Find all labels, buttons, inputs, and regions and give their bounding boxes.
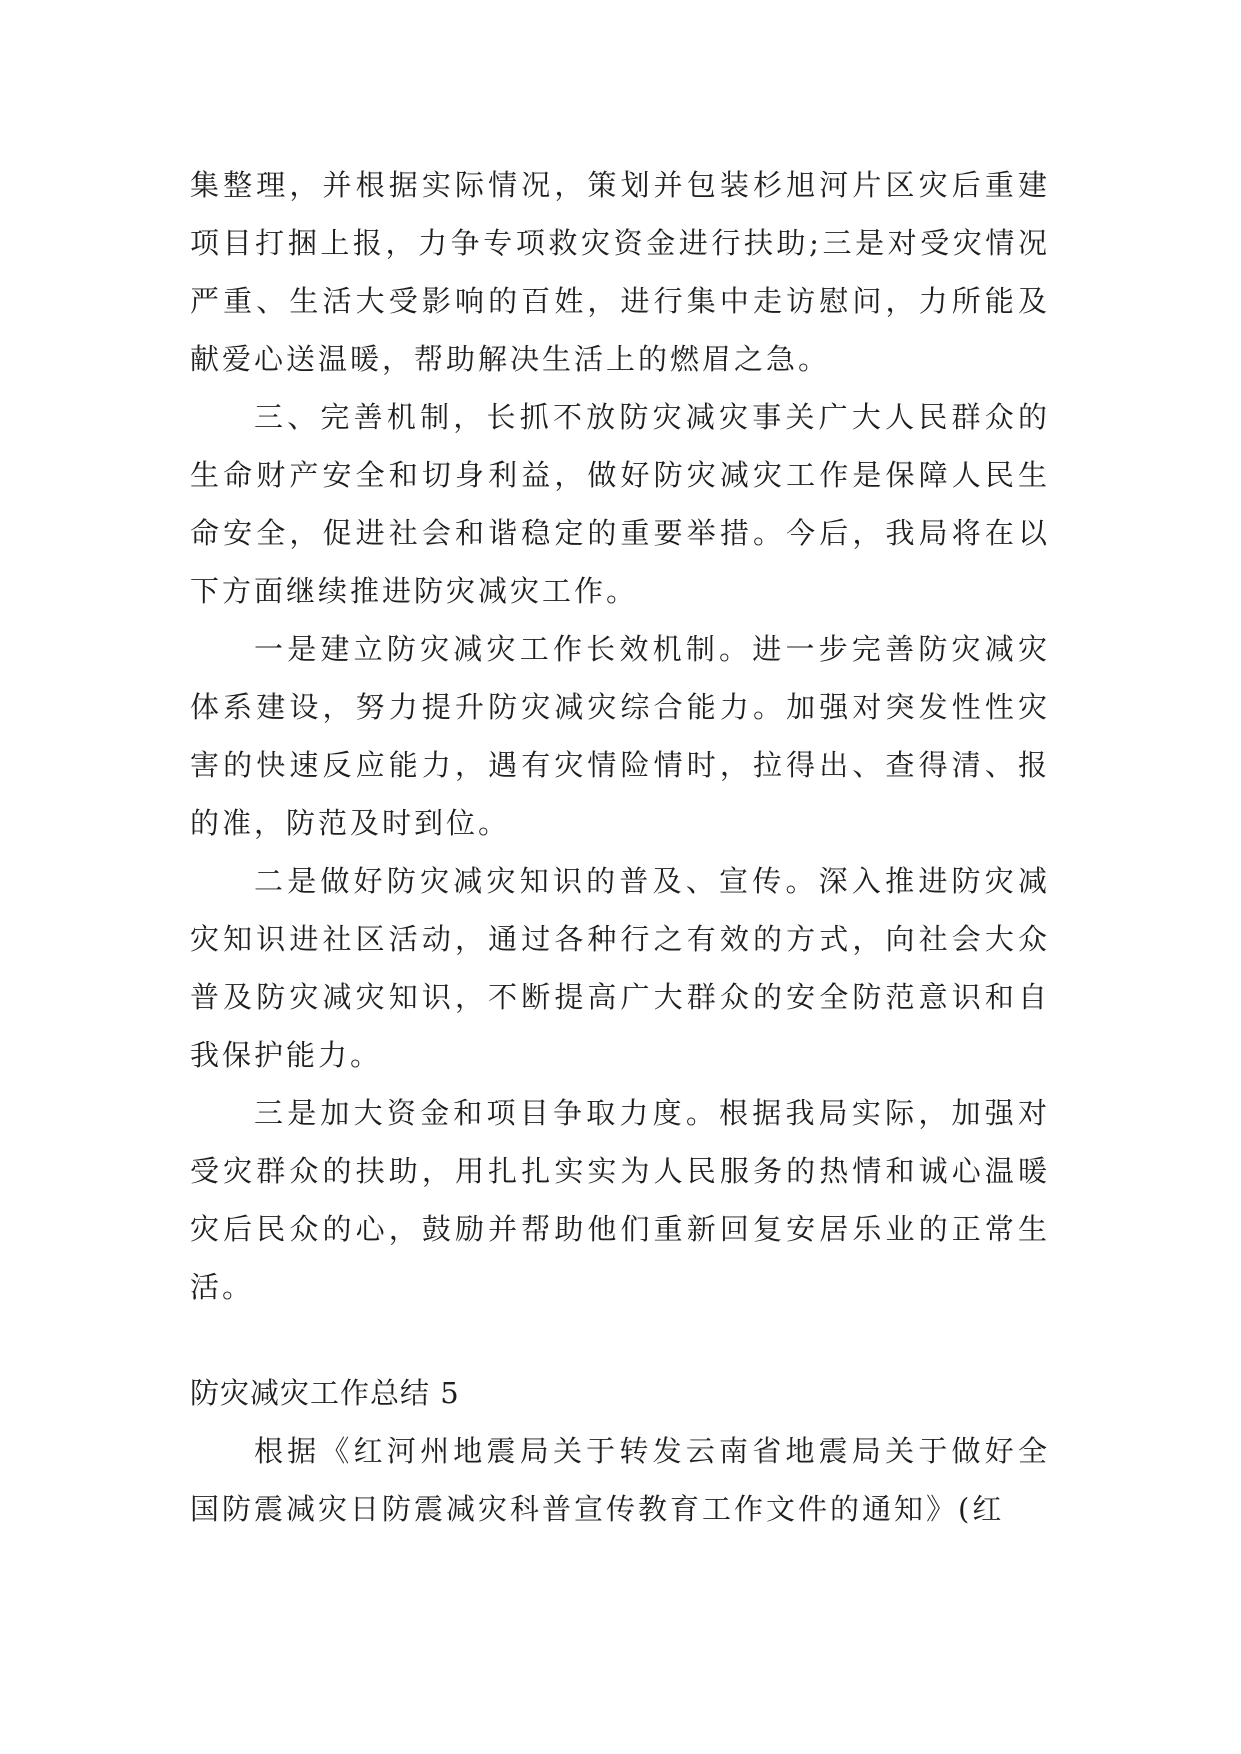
paragraph: 二是做好防灾减灾知识的普及、宣传。深入推进防灾减灾知识进社区活动，通过各种行之有效的方式，向社会大众普及防灾减灾知识，不断提高广大群众的安全防范意识和自我保护能力。	[190, 864, 1050, 1072]
paragraph: 一是建立防灾减灾工作长效机制。进一步完善防灾减灾体系建设，努力提升防灾减灾综合能力。加强对突发性性灾害的快速反应能力，遇有灾情险情时，拉得出、查得清、报的准，防范及时到位。	[190, 632, 1050, 840]
paragraph: 三是加大资金和项目争取力度。根据我局实际，加强对受灾群众的扶助，用扎扎实实为人民服务的热情和诚心温暖灾后民众的心，鼓励并帮助他们重新回复安居乐业的正常生活。	[190, 1096, 1050, 1304]
section-title: 防灾减灾工作总结 5	[190, 1376, 460, 1410]
paragraph: 集整理，并根据实际情况，策划并包装杉旭河片区灾后重建项目打捆上报，力争专项救灾资金进行扶助;三是对受灾情况严重、生活大受影响的百姓，进行集中走访慰问，力所能及献爱心送温暖，帮助解决生活上的燃眉之急。	[190, 168, 1050, 376]
document-body	[190, 156, 1050, 1538]
paragraph: 根据《红河州地震局关于转发云南省地震局关于做好全国防震减灾日防震减灾科普宣传教育工作文件的通知》(红	[190, 1434, 1050, 1526]
paragraph: 三、完善机制，长抓不放防灾减灾事关广大人民群众的生命财产安全和切身利益，做好防灾减灾工作是保障人民生命安全，促进社会和谐稳定的重要举措。今后，我局将在以下方面继续推进防灾减灾工作。	[190, 400, 1050, 608]
